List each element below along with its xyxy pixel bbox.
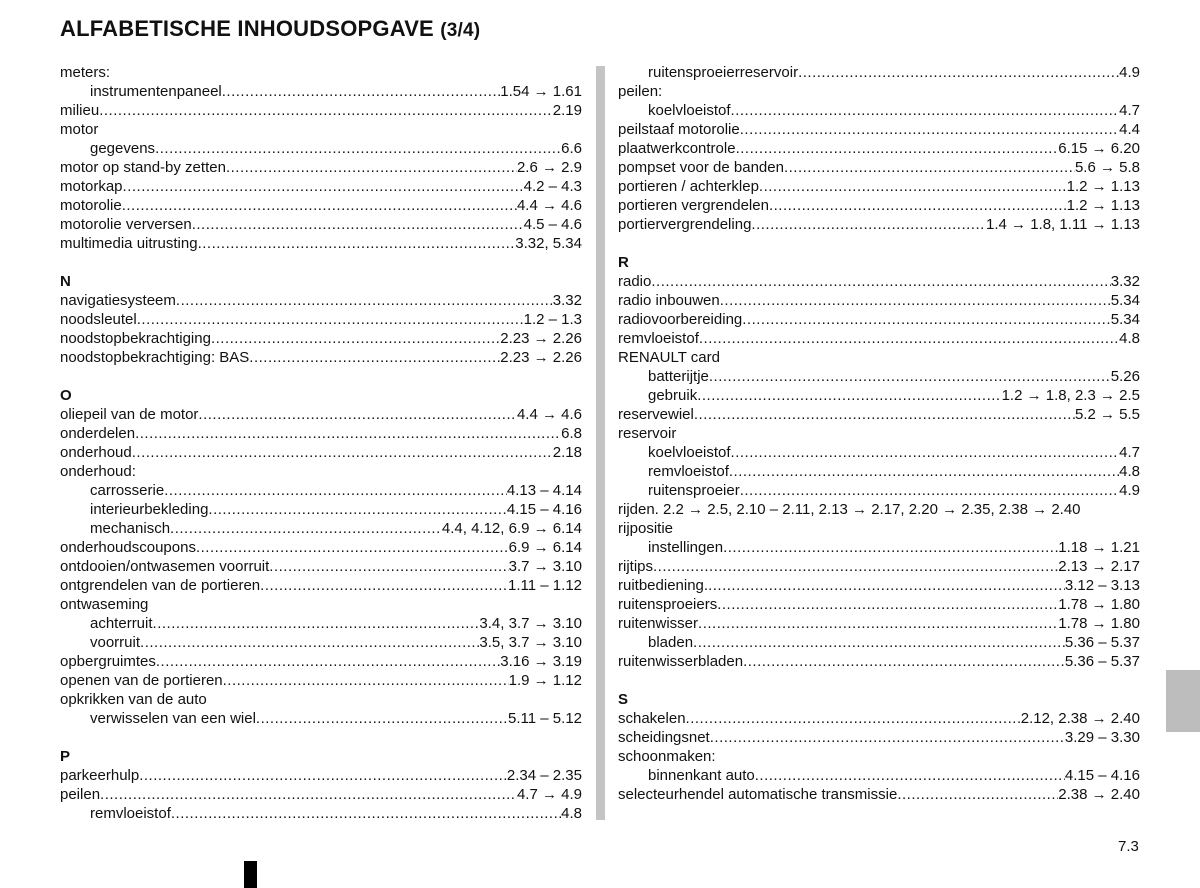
dot-leader <box>699 329 1119 348</box>
page-title-part: (3/4) <box>440 20 481 41</box>
index-entry <box>60 424 582 443</box>
dot-leader <box>164 481 507 500</box>
dot-leader <box>742 310 1111 329</box>
index-column-left <box>60 63 582 823</box>
entry-term: peilstaaf motorolie <box>618 121 740 138</box>
index-subentry <box>60 519 582 538</box>
index-entry <box>618 576 1140 595</box>
dot-leader <box>653 557 1058 576</box>
dot-leader <box>755 766 1065 785</box>
dot-leader <box>122 196 517 215</box>
dot-leader <box>698 614 1058 633</box>
index-entry <box>618 500 1140 519</box>
entry-term: gegevens <box>90 140 156 157</box>
entry-pages: 2.12, 2.38 → 2.40 <box>1020 710 1140 727</box>
section-letter <box>618 690 1140 709</box>
index-entry <box>60 462 582 481</box>
dot-leader <box>196 538 509 557</box>
entry-term: ruitenwisser <box>618 615 699 632</box>
entry-term: binnenkant auto <box>648 767 755 784</box>
entry-term: peilen <box>60 786 101 803</box>
index-subentry <box>60 614 582 633</box>
entry-pages: 3.29 – 3.30 <box>1064 729 1140 746</box>
entry-pages: 4.15 – 4.16 <box>506 501 582 518</box>
entry-pages: 6.9 → 6.14 <box>508 539 582 556</box>
index-entry <box>618 348 1140 367</box>
section-letter <box>60 386 582 405</box>
entry-pages: 5.34 <box>1110 292 1140 309</box>
entry-pages: 1.54 → 1.61 <box>500 83 582 100</box>
entry-term: onderhoudscoupons <box>60 539 196 556</box>
index-entry <box>60 329 582 348</box>
dot-leader <box>223 671 509 690</box>
index-entry <box>60 196 582 215</box>
entry-pages: 4.13 – 4.14 <box>506 482 582 499</box>
entry-pages: 1.78 → 1.80 <box>1058 615 1140 632</box>
entry-pages: 4.7 → 4.9 <box>516 786 582 803</box>
entry-term: verwisselen van een wiel <box>90 710 256 727</box>
dot-leader <box>222 82 501 101</box>
index-entry <box>618 177 1140 196</box>
entry-pages: 4.4 <box>1119 121 1140 138</box>
section-letter <box>60 272 582 291</box>
index-subentry <box>618 386 1140 405</box>
dot-leader <box>784 158 1075 177</box>
entry-term: remvloeistof <box>90 805 171 822</box>
dot-leader <box>694 405 1075 424</box>
index-entry <box>618 329 1140 348</box>
index-subentry <box>60 709 582 728</box>
index-entry <box>618 158 1140 177</box>
index-subentry <box>618 443 1140 462</box>
dot-leader <box>697 386 1001 405</box>
entry-term: onderdelen <box>60 425 136 442</box>
index-entry <box>618 139 1140 158</box>
index-subentry <box>60 139 582 158</box>
index-entry <box>60 405 582 424</box>
entry-term: milieu <box>60 102 100 119</box>
spacer <box>60 728 582 747</box>
entry-pages: 3.32 <box>552 292 582 309</box>
entry-pages: 5.2 → 5.5 <box>1074 406 1140 423</box>
index-subentry <box>618 481 1140 500</box>
index-subentry <box>618 101 1140 120</box>
index-entry <box>60 348 582 367</box>
entry-pages: 2.23 → 2.26 <box>500 330 582 347</box>
entry-pages: 6.15 → 6.20 <box>1058 140 1140 157</box>
entry-pages: 1.9 → 1.12 <box>508 672 582 689</box>
entry-term: mechanisch <box>90 520 171 537</box>
index-entry <box>618 785 1140 804</box>
entry-pages: 3.12 – 3.13 <box>1064 577 1140 594</box>
dot-leader <box>198 234 516 253</box>
dot-leader <box>693 633 1065 652</box>
entry-term: voorruit <box>90 634 141 651</box>
dot-leader <box>740 120 1119 139</box>
entry-term: plaatwerkcontrole <box>618 140 736 157</box>
section-letter-text: S <box>618 691 629 708</box>
dot-leader <box>249 348 500 367</box>
index-subentry <box>60 633 582 652</box>
dot-leader <box>208 500 507 519</box>
index-entry <box>618 424 1140 443</box>
entry-pages: 1.2 → 1.8, 2.3 → 2.5 <box>1001 387 1140 404</box>
index-subentry <box>618 633 1140 652</box>
entry-term: schoonmaken: <box>618 748 716 765</box>
index-entry <box>60 63 582 82</box>
index-subentry <box>60 481 582 500</box>
dot-leader <box>140 633 479 652</box>
entry-term: portiervergrendeling <box>618 216 752 233</box>
index-entry <box>60 576 582 595</box>
entry-term: navigatiesysteem <box>60 292 176 309</box>
dot-leader <box>100 785 517 804</box>
index-entry <box>60 120 582 139</box>
entry-pages: 5.36 – 5.37 <box>1064 634 1140 651</box>
dot-leader <box>171 804 561 823</box>
entry-pages: 4.5 – 4.6 <box>523 216 582 233</box>
entry-term: carrosserie <box>90 482 165 499</box>
entry-term: noodsleutel <box>60 311 137 328</box>
entry-pages: 4.4 → 4.6 <box>516 197 582 214</box>
dot-leader <box>740 481 1119 500</box>
entry-pages: 4.15 – 4.16 <box>1064 767 1140 784</box>
entry-pages: 1.11 – 1.12 <box>508 577 582 594</box>
entry-term: rijtips <box>618 558 654 575</box>
entry-term: motorolie <box>60 197 122 214</box>
entry-term: oliepeil van de motor <box>60 406 199 423</box>
entry-pages: 3.32 <box>1110 273 1140 290</box>
entry-term: portieren vergrendelen <box>618 197 769 214</box>
entry-pages: 2.18 <box>552 444 582 461</box>
index-entry <box>618 747 1140 766</box>
dot-leader <box>123 177 524 196</box>
dot-leader <box>709 367 1111 386</box>
index-entry <box>618 272 1140 291</box>
entry-term: motor <box>60 121 99 138</box>
entry-term: achterruit <box>90 615 153 632</box>
index-entry <box>60 215 582 234</box>
entry-term: instrumentenpaneel <box>90 83 222 100</box>
dot-leader <box>211 329 500 348</box>
index-entry <box>60 538 582 557</box>
entry-term: schakelen <box>618 710 686 727</box>
entry-pages: 5.26 <box>1110 368 1140 385</box>
dot-leader <box>708 576 1065 595</box>
index-entry <box>618 595 1140 614</box>
entry-term: reservoir <box>618 425 677 442</box>
section-letter-text: R <box>618 254 629 271</box>
entry-term: instellingen <box>648 539 724 556</box>
entry-term: scheidingsnet <box>618 729 710 746</box>
page-title <box>60 16 480 42</box>
dot-leader <box>717 595 1058 614</box>
entry-term: RENAULT card <box>618 349 720 366</box>
chapter-tab <box>1166 670 1200 732</box>
entry-pages: 4.4 → 4.6 <box>516 406 582 423</box>
index-entry <box>618 557 1140 576</box>
entry-term: ruitensproeiers <box>618 596 718 613</box>
entry-term: onderhoud: <box>60 463 136 480</box>
index-entry <box>60 234 582 253</box>
dot-leader <box>256 709 508 728</box>
dot-leader <box>751 215 986 234</box>
dot-leader <box>731 101 1120 120</box>
entry-term: radio <box>618 273 652 290</box>
entry-pages: 1.78 → 1.80 <box>1058 596 1140 613</box>
index-entry <box>618 291 1140 310</box>
entry-pages: 4.9 <box>1119 64 1140 81</box>
entry-term: gebruik <box>648 387 698 404</box>
spacer <box>60 367 582 386</box>
spacer <box>618 671 1140 690</box>
entry-pages: 6.6 <box>561 140 582 157</box>
index-entry <box>618 652 1140 671</box>
dot-leader <box>651 272 1110 291</box>
dot-leader <box>99 101 553 120</box>
entry-pages: 2.38 → 2.40 <box>1058 786 1140 803</box>
spacer <box>60 253 582 272</box>
index-entry <box>618 709 1140 728</box>
entry-pages: 4.7 <box>1119 102 1140 119</box>
entry-term: meters: <box>60 64 111 81</box>
entry-pages: 2.23 → 2.26 <box>500 349 582 366</box>
dot-leader <box>731 443 1120 462</box>
entry-pages: 1.18 → 1.21 <box>1058 539 1140 556</box>
dot-leader <box>769 196 1067 215</box>
entry-pages: 4.8 <box>561 805 582 822</box>
index-entry <box>60 595 582 614</box>
entry-pages: 1.4 → 1.8, 1.11 → 1.13 <box>986 216 1140 233</box>
dot-leader <box>798 63 1119 82</box>
entry-pages: 1.2 – 1.3 <box>523 311 582 328</box>
page-number: 7.3 <box>1118 838 1139 855</box>
entry-pages: 3.16 → 3.19 <box>500 653 582 670</box>
index-entry <box>60 690 582 709</box>
entry-pages: 5.36 – 5.37 <box>1064 653 1140 670</box>
entry-term: motorolie verversen <box>60 216 192 233</box>
dot-leader <box>269 557 508 576</box>
entry-term: motorkap <box>60 178 123 195</box>
dot-leader <box>743 652 1065 671</box>
page-title-text: ALFABETISCHE INHOUDSOPGAVE <box>60 16 434 41</box>
section-letter-text: O <box>60 387 72 404</box>
entry-pages: 2.13 → 2.17 <box>1058 558 1140 575</box>
dot-leader <box>723 538 1058 557</box>
entry-pages: 4.4, 4.12, 6.9 → 6.14 <box>441 520 582 537</box>
entry-term: opbergruimtes <box>60 653 156 670</box>
section-letter-text: P <box>60 748 71 765</box>
entry-term: ontgrendelen van de portieren <box>60 577 261 594</box>
index-subentry <box>618 538 1140 557</box>
entry-pages: 1.2 → 1.13 <box>1066 197 1140 214</box>
entry-term: ruitenwisserbladen <box>618 653 744 670</box>
index-subentry <box>60 500 582 519</box>
index-entry <box>618 728 1140 747</box>
index-subentry <box>60 82 582 101</box>
column-divider <box>596 66 605 820</box>
index-entry <box>618 519 1140 538</box>
entry-pages: 5.6 → 5.8 <box>1074 159 1140 176</box>
index-entry <box>60 785 582 804</box>
dot-leader <box>710 728 1065 747</box>
dot-leader <box>153 614 480 633</box>
index-entry <box>60 671 582 690</box>
index-entry <box>60 291 582 310</box>
index-entry <box>60 766 582 785</box>
entry-term: noodstopbekrachtiging: BAS <box>60 349 250 366</box>
index-entry <box>60 557 582 576</box>
entry-pages: 3.5, 3.7 → 3.10 <box>479 634 582 651</box>
index-entry <box>618 614 1140 633</box>
index-entry <box>60 652 582 671</box>
entry-term: parkeerhulp <box>60 767 140 784</box>
entry-term: opkrikken van de auto <box>60 691 207 708</box>
entry-term: ontdooien/ontwasemen voorruit <box>60 558 270 575</box>
dot-leader <box>759 177 1067 196</box>
entry-pages: 4.9 <box>1119 482 1140 499</box>
entry-pages: 5.34 <box>1110 311 1140 328</box>
entry-term: openen van de portieren <box>60 672 223 689</box>
entry-pages: 4.8 <box>1119 330 1140 347</box>
entry-term: motor op stand-by zetten <box>60 159 226 176</box>
entry-term: noodstopbekrachtiging <box>60 330 211 347</box>
dot-leader <box>139 766 507 785</box>
dot-leader <box>176 291 553 310</box>
entry-term: radio inbouwen <box>618 292 720 309</box>
index-entry <box>60 158 582 177</box>
spacer <box>618 234 1140 253</box>
crop-mark <box>244 861 257 888</box>
entry-pages: 2.34 – 2.35 <box>506 767 582 784</box>
entry-term: remvloeistof <box>618 330 699 347</box>
dot-leader <box>897 785 1058 804</box>
index-subentry <box>618 367 1140 386</box>
entry-term: selecteurhendel automatische transmissie <box>618 786 898 803</box>
entry-term: ruitensproeier <box>648 482 740 499</box>
index-subentry <box>618 63 1140 82</box>
dot-leader <box>192 215 524 234</box>
entry-pages: 5.11 – 5.12 <box>508 710 582 727</box>
entry-term: onderhoud <box>60 444 132 461</box>
entry-term: rijpositie <box>618 520 674 537</box>
index-entry <box>618 405 1140 424</box>
index-entry <box>618 120 1140 139</box>
entry-pages: 3.4, 3.7 → 3.10 <box>479 615 582 632</box>
entry-term: portieren / achterklep <box>618 178 759 195</box>
index-entry <box>60 101 582 120</box>
entry-term: radiovoorbereiding <box>618 311 743 328</box>
dot-leader <box>729 462 1119 481</box>
entry-term: rijden. 2.2 → 2.5, 2.10 – 2.11, 2.13 → 2.17, 2.20 → 2.35, 2.38 → 2.40 <box>618 501 1081 518</box>
entry-term: remvloeistof <box>648 463 729 480</box>
dot-leader <box>260 576 508 595</box>
section-letter <box>618 253 1140 272</box>
dot-leader <box>720 291 1111 310</box>
entry-term: multimedia uitrusting <box>60 235 198 252</box>
dot-leader <box>736 139 1059 158</box>
entry-pages: 4.7 <box>1119 444 1140 461</box>
dot-leader <box>155 139 561 158</box>
index-column-right <box>618 63 1140 804</box>
index-subentry <box>618 766 1140 785</box>
entry-term: ruitbediening. <box>618 577 709 594</box>
dot-leader <box>170 519 442 538</box>
entry-term: koelvloeistof <box>648 444 731 461</box>
entry-term: batterijtje <box>648 368 709 385</box>
dot-leader <box>132 443 553 462</box>
entry-term: bladen <box>648 634 694 651</box>
dot-leader <box>686 709 1021 728</box>
section-letter-text: N <box>60 273 71 290</box>
entry-pages: 4.8 <box>1119 463 1140 480</box>
dot-leader <box>226 158 517 177</box>
index-subentry <box>618 462 1140 481</box>
entry-pages: 1.2 → 1.13 <box>1066 178 1140 195</box>
entry-pages: 2.6 → 2.9 <box>516 159 582 176</box>
entry-term: pompset voor de banden <box>618 159 784 176</box>
index-entry <box>618 82 1140 101</box>
dot-leader <box>137 310 524 329</box>
index-entry <box>618 196 1140 215</box>
entry-pages: 4.2 – 4.3 <box>523 178 582 195</box>
entry-pages: 6.8 <box>561 425 582 442</box>
entry-pages: 2.19 <box>552 102 582 119</box>
dot-leader <box>198 405 517 424</box>
entry-term: peilen: <box>618 83 663 100</box>
entry-pages: 3.32, 5.34 <box>515 235 582 252</box>
section-letter <box>60 747 582 766</box>
index-entry <box>60 177 582 196</box>
entry-term: koelvloeistof <box>648 102 731 119</box>
dot-leader <box>156 652 500 671</box>
index-entry <box>60 443 582 462</box>
index-entry <box>618 215 1140 234</box>
index-subentry <box>60 804 582 823</box>
entry-pages: 3.7 → 3.10 <box>508 558 582 575</box>
entry-term: ontwaseming <box>60 596 149 613</box>
index-entry <box>60 310 582 329</box>
index-entry <box>618 310 1140 329</box>
entry-term: ruitensproeierreservoir <box>648 64 799 81</box>
entry-term: interieurbekleding <box>90 501 209 518</box>
dot-leader <box>135 424 561 443</box>
entry-term: reservewiel <box>618 406 694 423</box>
